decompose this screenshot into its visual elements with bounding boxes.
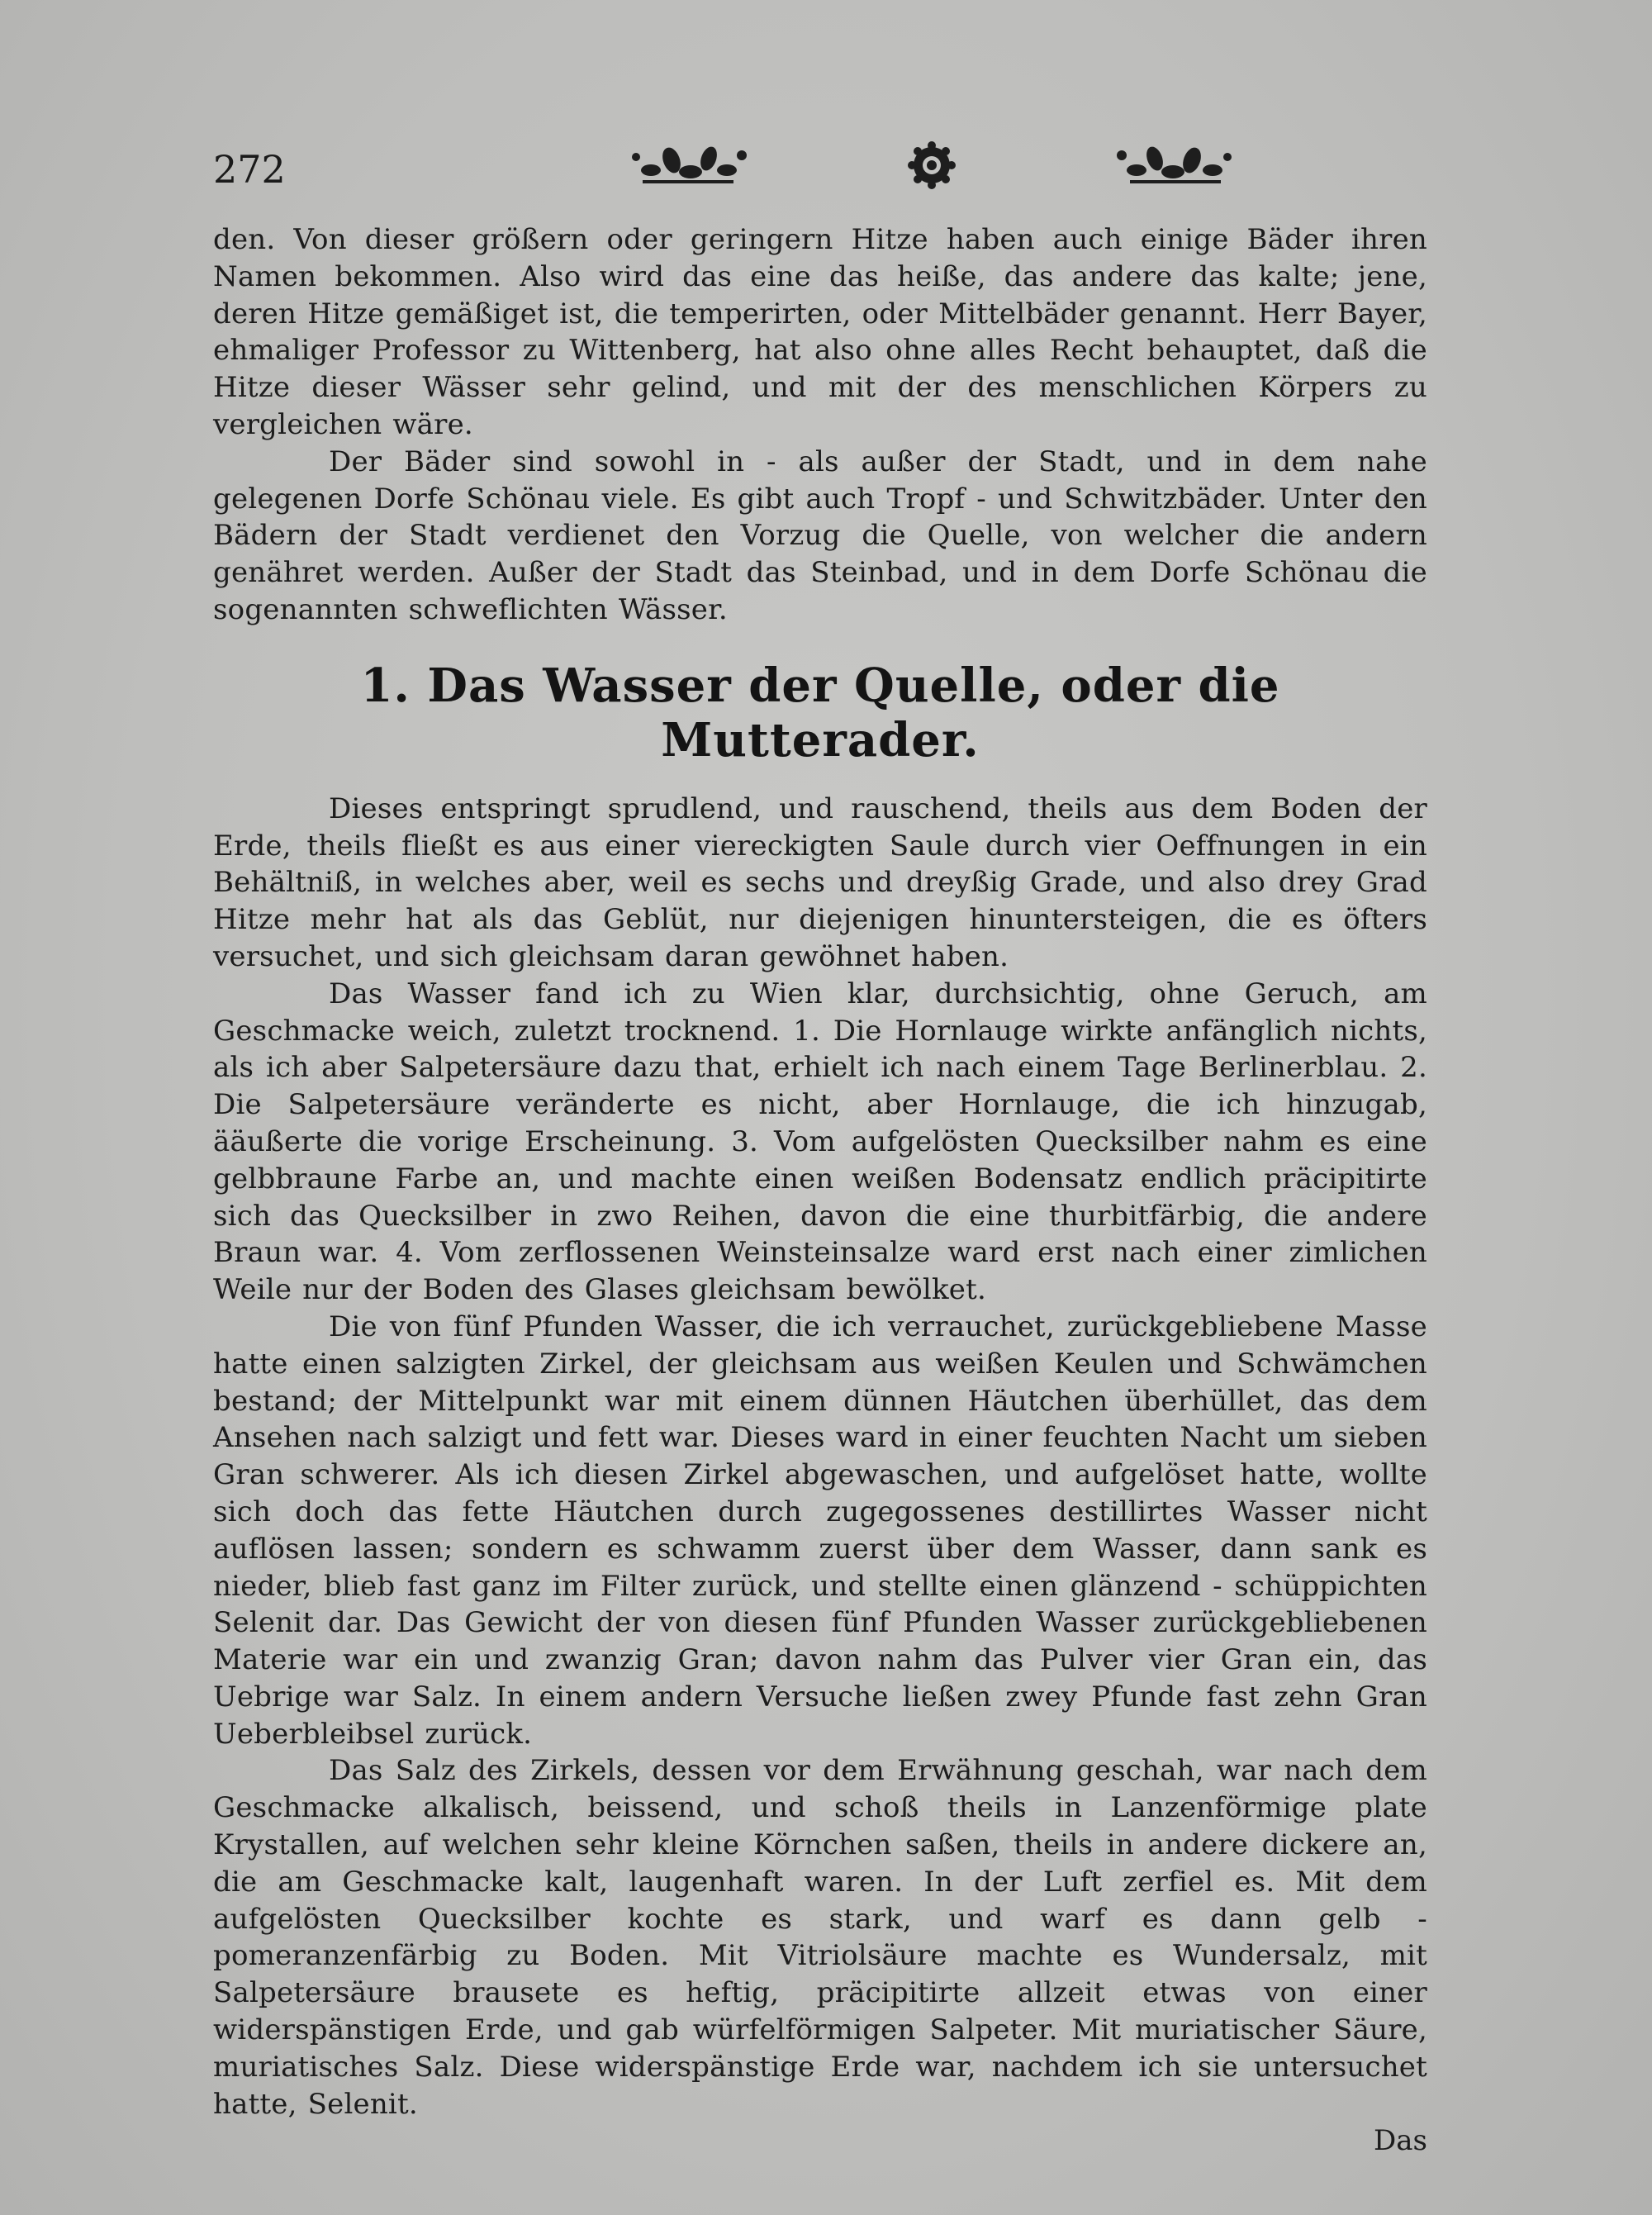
paragraph-salz: Das Salz des Zirkels, dessen vor dem Erwähnung geschah, war nach dem Geschmacke alkalisch, beissend, und schoß theils in Lanzenförmige plate Krystallen, auf welchen sehr kleine Körnchen saßen, theils in andere dickere an, die am Geschmacke kalt, laugenhaft waren. In der Luft zerfiel es. Mit dem aufgelösten Quecksilber kochte es stark, und warf es dann gelb - pomeranzenfärbig zu Boden. Mit Vitriolsäure machte es Wundersalz, mit Salpetersäure brausete es heftig, präcipitirte allzeit etwas von einer widerspänstigen Erde, und gab würfelförmigen Salpeter. Mit muriatischer Säure, muriatisches Salz. Diese widerspänstige Erde war, nachdem ich sie untersuchet hatte, Selenit.: [213, 1754, 1427, 2121]
page-number: 272: [213, 147, 286, 192]
paragraph-quelle: Dieses entspringt sprudlend, und rauschend, theils aus dem Boden der Erde, theils fließt es aus einer viereckigten Saule durch vier Oeffnungen in ein Behältniß, in welches aber, weil es sechs und dreyßig Grade, und also drey Grad Hitze mehr hat als das Geblüt, nur diejenigen hinuntersteigen, die es öfters versuchet, und sich gleichsam daran gewöhnet haben.: [213, 791, 1427, 973]
right-fleuron-icon: [1117, 145, 1232, 183]
printers-ornament-icon: [626, 139, 1237, 197]
page-content: [213, 139, 1427, 2160]
paragraph-versuche: Das Wasser fand ich zu Wien klar, durchsichtig, ohne Geruch, am Geschmacke weich, zuletzt trocknend. 1. Die Hornlauge wirkte anfänglich nichts, als ich aber Salpetersäure dazu that, erhielt ich nach einem Tage Berlinerblau. 2. Die Salpetersäure veränderte es nicht, aber Hornlauge, die ich hinzugab, ääußerte die vorige Erscheinung. 3. Vom aufgelösten Quecksilber nahm es eine gelbbraune Farbe an, und machte einen weißen Bodensatz endlich präcipitirte sich das Quecksilber in zwo Reihen, davon die eine thurbitfärbig, die andere Braun war. 4. Vom zerflossenen Weinsteinsalze ward erst nach einer zimlichen Weile nur der Boden des Glases gleichsam bewölket.: [213, 977, 1427, 1307]
center-rosette-icon: [908, 141, 956, 189]
paragraph-continued: den. Von dieser größern oder geringern Hitze haben auch einige Bäder ihren Namen bekommen. Also wird das eine das heiße, das andere das kalte; jene, deren Hitze gemäßiget ist, die temperirten, oder Mittelbäder genannt. Herr Bayer, ehmaliger Professor zu Wittenberg, hat also ohne alles Recht behauptet, daß die Hitze dieser Wässer sehr gelind, und mit der des menschlichen Körpers zu vergleichen wäre.: [213, 223, 1427, 441]
section-title: 1. Das Wasser der Quelle, oder die Mutterader.: [360, 658, 1280, 768]
left-fleuron-icon: [632, 145, 747, 183]
paragraph-rueckstand: Die von fünf Pfunden Wasser, die ich verrauchet, zurückgebliebene Masse hatte einen salzigten Zirkel, der gleichsam aus weißen Keulen und Schwämchen bestand; der Mittelpunkt war mit einem dünnen Häutchen überhüllet, das dem Ansehen nach salzigt und fett war. Dieses ward in einer feuchten Nacht um sieben Gran schwerer. Als ich diesen Zirkel abgewaschen, und aufgelöset hatte, wollte sich doch das fette Häutchen durch zugegossenes destillirtes Wasser nicht auflösen lassen; sondern es schwamm zuerst über dem Wasser, dann sank es nieder, blieb fast ganz im Filter zurück, und stellte einen glänzend - schüppichten Selenit dar. Das Gewicht der von diesen fünf Pfunden Wasser zurückgebliebenen Materie war ein und zwanzig Gran; davon nahm das Pulver vier Gran ein, das Uebrige war Salz. In einem andern Versuche ließen zwey Pfunde fast zehn Gran Ueberbleibsel zurück.: [213, 1310, 1427, 1751]
page-header: [213, 139, 1427, 221]
catchword: Das: [1374, 2124, 1427, 2158]
paragraph-baeder: Der Bäder sind sowohl in - als außer der Stadt, und in dem nahe gelegenen Dorfe Schönau viele. Es gibt auch Tropf - und Schwitzbäder. Unter den Bädern der Stadt verdienet den Vorzug die Quelle, von welcher die andern genähret werden. Außer der Stadt das Steinbad, und in dem Dorfe Schönau die sogenannten schweflichten Wässer.: [213, 444, 1427, 626]
